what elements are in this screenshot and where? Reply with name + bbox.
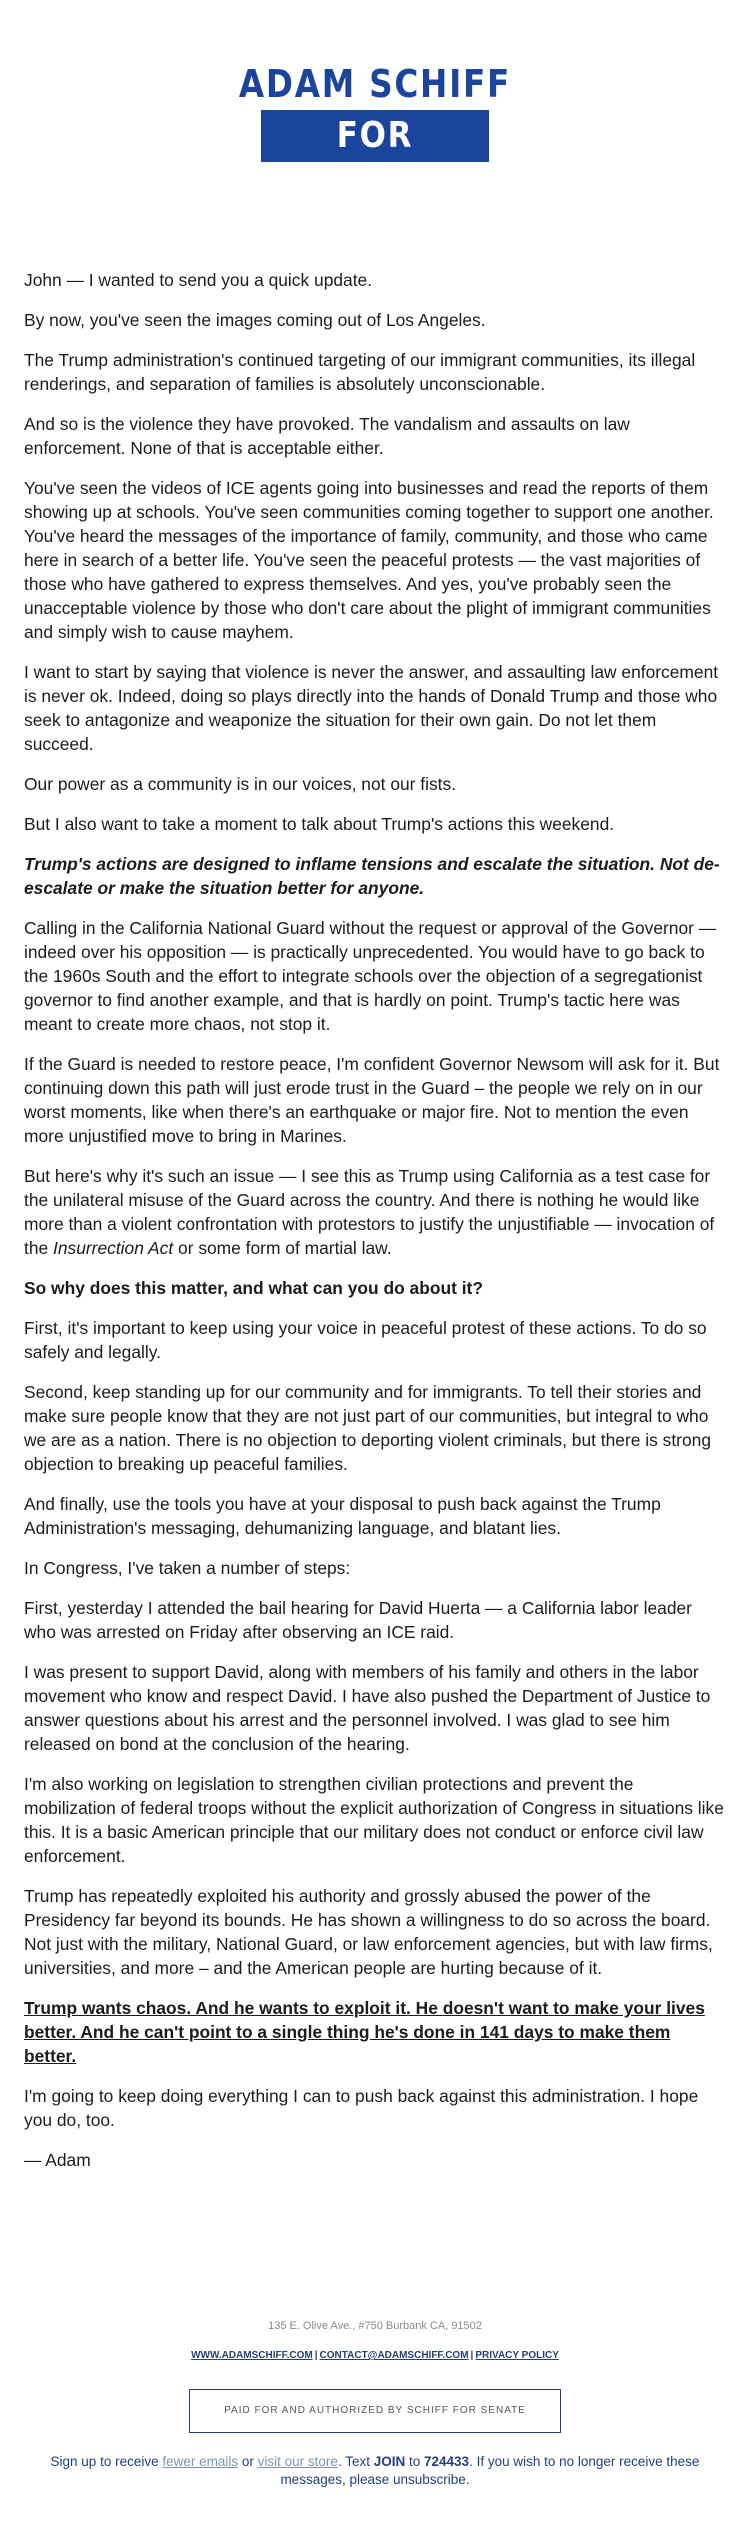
body-paragraph: In Congress, I've taken a number of steps: — [24, 1558, 351, 1578]
sms-number: 724433 — [424, 2454, 470, 2469]
text-segment: or — [238, 2454, 258, 2469]
section-heading: So why does this matter, and what can you do about it? — [24, 1278, 483, 1298]
body-paragraph — [24, 1164, 726, 1260]
signup-notice — [25, 2453, 725, 2489]
body-paragraph: I want to start by saying that violence is never the answer, and assaulting law enforcement is never ok. Indeed, doing so plays directly into the hands of Donald Trump and those who seek to antagonize and weaponize the situation for their own gain. Do not let them succeed. — [24, 662, 719, 754]
text-segment: . Text — [337, 2454, 374, 2469]
visit-store-link[interactable]: visit our store — [257, 2454, 338, 2469]
body-paragraph: And finally, use the tools you have at your disposal to push back against the Trump Administration's messaging, dehumanizing language, and blatant lies. — [24, 1494, 661, 1538]
body-paragraph: Our power as a community is in our voices, not our fists. — [24, 774, 457, 794]
body-paragraph: Calling in the California National Guard without the request or approval of the Governor — indeed over his opposition — is practically unprecedented. You would have to go back to the 1960s South and the effort to integrate schools over the objection of a segregationist governor to find another example, and that is hardly on point. Trump's tactic here was meant to create more chaos, not stop it. — [24, 918, 717, 1034]
body-paragraph: By now, you've seen the images coming out of Los Angeles. — [24, 310, 486, 330]
sms-keyword: JOIN — [373, 2454, 406, 2469]
link-separator: | — [314, 2350, 318, 2361]
body-paragraph: I was present to support David, along with members of his family and others in the labor movement who know and respect David. I have also pushed the Department of Justice to answer questions about his arrest and the personnel involved. I was glad to see him released on bond at the conclusion of the hearing. — [24, 1662, 711, 1754]
campaign-logo — [0, 62, 750, 208]
body-paragraph: Trump has repeatedly exploited his authority and grossly abused the power of the Presidency far beyond its bounds. He has shown a willingness to do so across the board. Not just with the military, National Guard, or law enforcement agencies, but with law firms, universities, and more – and the American people are hurting because of it. — [24, 1886, 713, 1978]
logo-tagline: FOR SENATE — [303, 115, 447, 208]
email-body — [24, 268, 726, 2188]
contact-email-link[interactable]: CONTACT@ADAMSCHIFF.COM — [319, 2350, 469, 2361]
body-paragraph: If the Guard is needed to restore peace, I'm confident Governor Newsom will ask for it. But continuing down this path will just erode trust in the Guard – the people we rely on in our worst moments, like when there's an earthquake or major fire. Not to mention the even more unjustified move to bring in Marines. — [24, 1054, 720, 1146]
body-paragraph: Second, keep standing up for our community and for immigrants. To tell their stories and make sure people know that they are not just part of our communities, but integral to who we are as a nation. There is no objection to deporting violent criminals, but there is strong objection to breaking up peaceful families. — [24, 1382, 711, 1474]
privacy-policy-link[interactable]: PRIVACY POLICY — [475, 2350, 559, 2361]
paid-for-disclaimer: PAID FOR AND AUTHORIZED BY SCHIFF FOR SENATE — [189, 2389, 561, 2433]
link-separator: | — [470, 2350, 474, 2361]
body-paragraph: But I also want to take a moment to talk about Trump's actions this weekend. — [24, 814, 615, 834]
body-paragraph: I'm also working on legislation to strengthen civilian protections and prevent the mobilization of federal troops without the explicit authorization of Congress in situations like this. It is a basic American principle that our military does not conduct or enforce civil law enforcement. — [24, 1774, 724, 1866]
website-link[interactable]: WWW.ADAMSCHIFF.COM — [191, 2350, 313, 2361]
signature: — Adam — [24, 2150, 91, 2170]
text-segment: to — [405, 2454, 424, 2469]
emphasis-paragraph: Trump's actions are designed to inflame tensions and escalate the situation. Not de-escalate or make the situation better for anyone. — [24, 854, 720, 898]
text-segment: But here's why it's such an issue — I see this as Trump using California as a test case for the unilateral misuse of the Guard across the country. And there is nothing he would like more than a violent confrontation with protestors to justify the unjustifiable — invocation of the — [24, 1166, 715, 1258]
body-paragraph: I'm going to keep doing everything I can to push back against this administration. I hope you do, too. — [24, 2086, 699, 2130]
text-segment: Sign up to receive — [50, 2454, 163, 2469]
email-footer — [0, 2320, 750, 2489]
italic-act-name: Insurrection Act — [53, 1238, 174, 1258]
logo-name: ADAM SCHIFF — [238, 62, 512, 106]
body-paragraph: The Trump administration's continued targeting of our immigrant communities, its illegal renderings, and separation of families is absolutely unconscionable. — [24, 350, 696, 394]
body-paragraph: And so is the violence they have provoked. The vandalism and assaults on law enforcement. None of that is acceptable either. — [24, 414, 630, 458]
body-paragraph: First, yesterday I attended the bail hearing for David Huerta — a California labor leader who was arrested on Friday after observing an ICE raid. — [24, 1598, 692, 1642]
mailing-address: 135 E. Olive Ave., #750 Burbank CA, 91502 — [268, 2320, 482, 2332]
fewer-emails-link[interactable]: fewer emails — [162, 2454, 239, 2469]
logo-box — [261, 110, 489, 208]
greeting-paragraph: John — I wanted to send you a quick update. — [24, 270, 373, 290]
underlined-emphasis-paragraph: Trump wants chaos. And he wants to exploit it. He doesn't want to make your lives better. And he can't point to a single thing he's done in 141 days to make them better. — [24, 1998, 705, 2066]
footer-links — [0, 2350, 750, 2361]
text-segment: . If you wish to no longer receive these messages, please unsubscribe. — [280, 2454, 700, 2487]
text-segment: or some form of martial law. — [173, 1238, 392, 1258]
body-paragraph: First, it's important to keep using your voice in peaceful protest of these actions. To do so safely and legally. — [24, 1318, 707, 1362]
body-paragraph: You've seen the videos of ICE agents going into businesses and read the reports of them showing up at schools. You've seen communities coming together to support one another. You've heard the messages of the importance of family, community, and those who came here in search of a better life. You've seen the peaceful protests — the vast majorities of those who have gathered to express themselves. And yes, you've probably seen the unacceptable violence by those who don't care about the plight of immigrant communities and simply wish to cause mayhem. — [24, 478, 714, 642]
